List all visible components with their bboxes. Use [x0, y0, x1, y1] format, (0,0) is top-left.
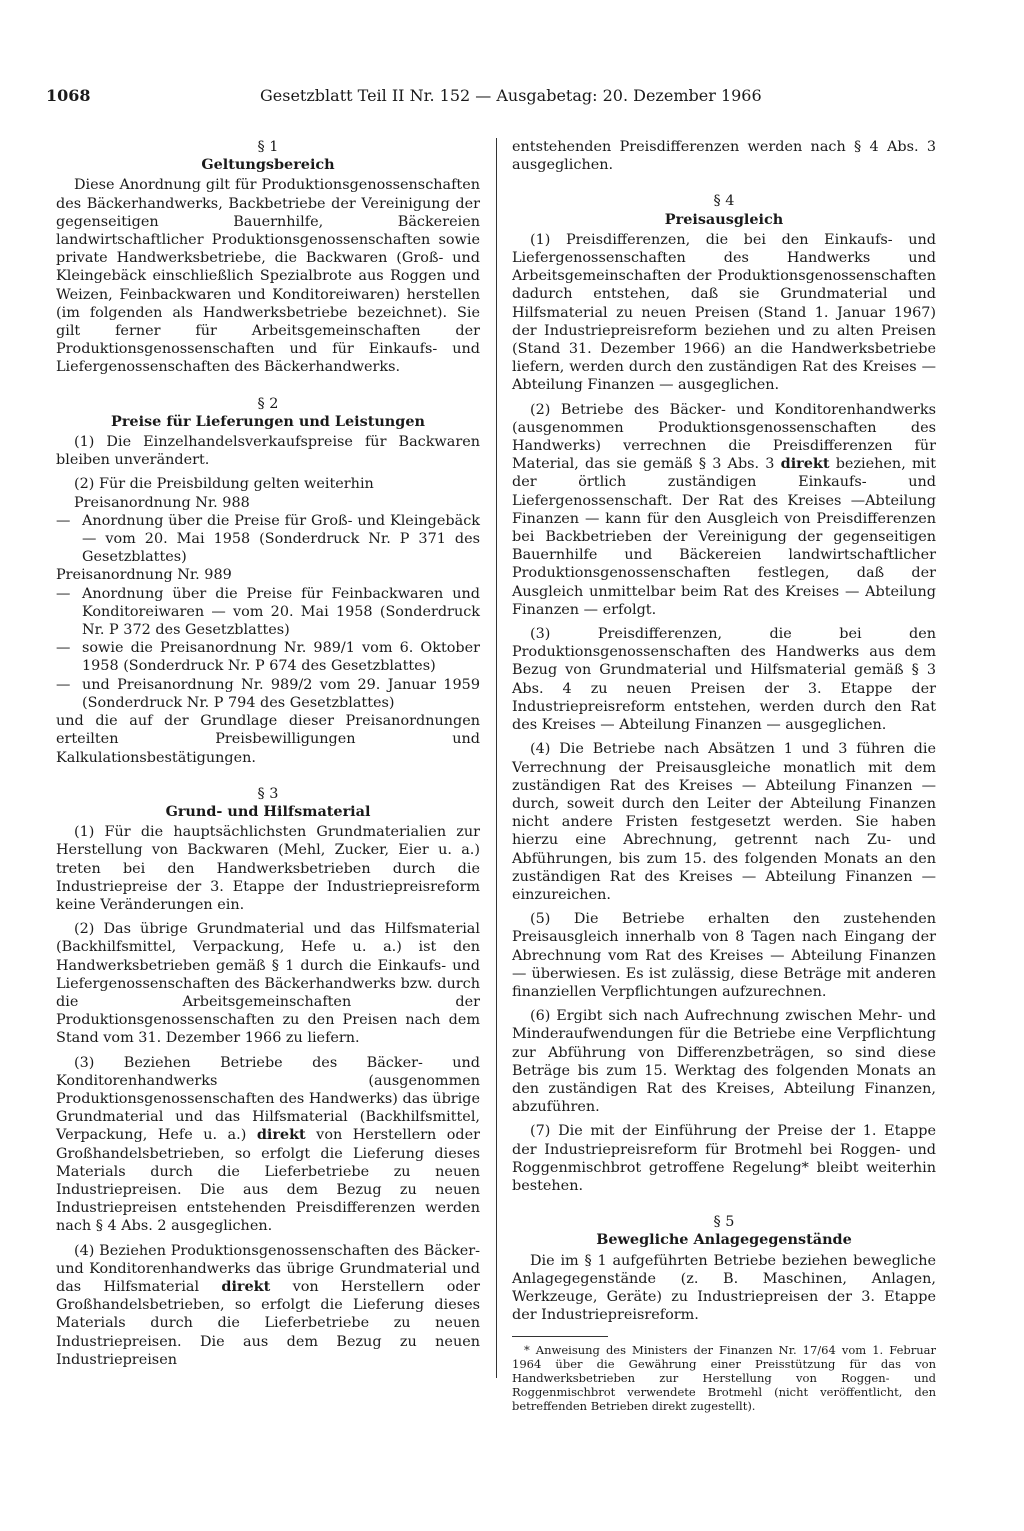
- dash-marker: —: [56, 640, 71, 657]
- section-4-paragraph-1: (1) Preisdifferenzen, die bei den Einkaufs- und Liefergenossenschaften des Handwerks und Arbeitsgemeinschaften der Produktionsgenossenschaften dadurch entstehen, daß sie Grundmaterial und Hilfsmaterial zu neuen Preisen (Stand 1. Januar 1967) der Industriepreisreform beziehen und zu alten Preisen (Stand 31. Dezember 1966) an die Handwerksbetriebe liefern, werden durch den zuständigen Rat des Kreises — Abteilung Finanzen — ausgeglichen.: [512, 231, 936, 394]
- list-item-text: und Preisanordnung Nr. 989/2 vom 29. Januar 1959 (Sonderdruck Nr. P 794 des Gesetzblattes): [82, 676, 480, 711]
- section-3-paragraph-2: (2) Das übrige Grundmaterial und das Hilfsmaterial (Backhilfsmittel, Verpackung, Hefe u. a.) ist den Handwerksbetrieben gemäß § 1 durch die Einkaufs- und Liefergenossenschaften des Bäckerhandwerks bzw. durch die Arbeitsgemeinschaften der Produktionsgenossenschaften zu den Preisen nach dem Stand vom 31. Dezember 1966 zu liefern.: [56, 921, 480, 1047]
- section-5-text: Die im § 1 aufgeführten Betriebe beziehen bewegliche Anlagegegenstände (z. B. Maschinen, Anlagen, Werkzeuge, Geräte) zu Industriepreisen der 3. Etappe der Industriepreisreform.: [512, 1252, 936, 1324]
- footnote: * Anweisung des Ministers der Finanzen Nr. 17/64 vom 1. Februar 1964 über die Gewährung einer Preisstützung für das von Handwerksbetrieben zur Herstellung von Roggen- und Roggenmischbrot verwendete Brotmehl (nicht veröffentlicht, den betreffenden Betrieben direkt zugestellt).: [512, 1343, 936, 1414]
- section-3-paragraph-3: [56, 1054, 480, 1236]
- list-item: [56, 639, 480, 675]
- section-4-number: § 4: [713, 193, 735, 210]
- section-4-paragraph-4: (4) Die Betriebe nach Absätzen 1 und 3 führen die Verrechnung der Preisausgleiche monatlich mit dem zuständigen Rat des Kreises — Abteilung Finanzen — durch, soweit durch den Leiter der Abteilung Finanzen nicht andere Fristen festgesetzt werden. Sie haben hierzu eine Abrechnung, getrennt nach Zu- und Abführungen, bis zum 15. des folgenden Monats an den zuständigen Rat des Kreises — Abteilung Finanzen — einzureichen.: [512, 741, 936, 903]
- section-3: [56, 785, 480, 1369]
- left-column: [56, 138, 480, 1369]
- section-4-paragraph-6: (6) Ergibt sich nach Aufrechnung zwischen Mehr- und Minderaufwendungen für die Betriebe eine Verpflichtung zur Abführung von Differenzbeträgen, so sind diese Beträge bis zum 15. Werktag des folgenden Monats an den zuständigen Rat des Kreises, Abteilung Finanzen, abzuführen.: [512, 1008, 936, 1116]
- preisanordnung-988-label: Preisanordnung Nr. 988: [74, 494, 250, 511]
- section-1-number: § 1: [257, 139, 279, 155]
- section-4-paragraph-7: (7) Die mit der Einführung der Preise der 1. Etappe der Industriepreisreform für Brotmehl bei Roggen- und Roggenmischbrot getroffene Regelung* bleibt weiterhin bestehen.: [512, 1123, 936, 1194]
- right-column: [512, 138, 936, 1413]
- dash-marker: —: [56, 676, 71, 693]
- section-2-paragraph-2: (2) Für die Preisbildung gelten weiterhin: [74, 476, 374, 493]
- emphasis-direkt: direkt: [256, 1126, 306, 1144]
- section-4-paragraph-5: (5) Die Betriebe erhalten den zustehenden Preisausgleich innerhalb von 8 Tagen nach Eingang der Abrechnung vom Rat des Kreises — Abteilung Finanzen — überwiesen. Es ist zulässig, diese Beträge mit anderen finanziellen Verpflichtungen aufzurechnen.: [512, 911, 936, 1000]
- section-3-paragraph-4: [56, 1242, 480, 1369]
- section-5-number: § 5: [713, 1214, 735, 1231]
- column-divider: [496, 138, 497, 1378]
- section-4-paragraph-2: [512, 401, 936, 619]
- list-item: [56, 512, 480, 567]
- section-1-text: Diese Anordnung gilt für Produktionsgenossenschaften des Bäckerhandwerks, Backbetriebe der Vereinigung der gegenseitigen Bauernhilfe, Bäckereien landwirtschaftlicher Produktionsgenossenschaften sowie private Handwerksbetriebe, die Backwaren (Groß- und Kleingebäck einschließlich Spezialbrote aus Roggen und Weizen, Feinbackwaren und Konditoreiwaren) herstellen (im folgenden als Handwerksbetriebe bezeichnet). Sie gilt ferner für Arbeitsgemeinschaften der Produktionsgenossenschaften und für Einkaufs- und Liefergenossenschaften des Bäckerhandwerks.: [56, 177, 480, 376]
- section-5: [512, 1213, 936, 1324]
- text-run: von Herstellern oder Großhandelsbetrieben, so erfolgt die Lieferung dieses Materials durch die Lieferbetriebe zu neuen Industriepreisen. Die aus dem Bezug zu neuen Industriepreisen: [56, 1278, 480, 1368]
- text-run: (3) Beziehen Betriebe des Bäcker- und Konditorenhandwerks (ausgenommen Produktionsgenossenschaften des Handwerks) das übrige Grundmaterial und das Hilfsmaterial (Backhilfsmittel, Verpackung, Hefe u. a.): [56, 1054, 480, 1144]
- section-4: [512, 192, 936, 1195]
- emphasis-direkt: direkt: [221, 1277, 271, 1295]
- running-title: Gesetzblatt Teil II Nr. 152 — Ausgabetag: 20. Dezember 1966: [260, 86, 762, 105]
- list-item: [56, 676, 480, 712]
- list-item-text: Anordnung über die Preise für Groß- und Kleingebäck — vom 20. Mai 1958 (Sonderdruck Nr. P 371 des Gesetzblattes): [82, 512, 480, 566]
- list-item: [56, 585, 480, 640]
- section-3-number: § 3: [257, 785, 279, 802]
- section-5-title: Bewegliche Anlagegegenstände: [596, 1231, 852, 1249]
- section-2-paragraph-1: (1) Die Einzelhandelsverkaufspreise für Backwaren bleiben unverändert.: [56, 434, 480, 469]
- section-3-title: Grund- und Hilfsmaterial: [165, 802, 371, 820]
- page-number: 1068: [46, 86, 91, 105]
- preisanordnung-989-label: Preisanordnung Nr. 989: [56, 567, 232, 584]
- section-1-title: Geltungsbereich: [201, 156, 335, 174]
- continuation-text: entstehenden Preisdifferenzen werden nach § 4 Abs. 3 ausgeglichen.: [512, 139, 936, 174]
- dash-marker: —: [56, 585, 71, 602]
- page-header: [46, 86, 806, 110]
- section-2: [56, 395, 480, 767]
- text-run: (4) Beziehen Produktionsgenossenschaften des Bäcker- und Konditorenhandwerks das übrige Grundmaterial und das Hilfsmaterial: [56, 1242, 480, 1295]
- list-item-text: Anordnung über die Preise für Feinbackwaren und Konditoreiwaren — vom 20. Mai 1958 (Sonderdruck Nr. P 372 des Gesetzblattes): [82, 585, 480, 639]
- footnote-rule: [512, 1336, 608, 1337]
- emphasis-direkt: direkt: [780, 455, 830, 473]
- section-2-number: § 2: [257, 395, 279, 412]
- section-1: [56, 138, 480, 377]
- list-item-text: sowie die Preisanordnung Nr. 989/1 vom 6. Oktober 1958 (Sonderdruck Nr. P 674 des Gesetzblattes): [82, 640, 480, 675]
- section-4-title: Preisausgleich: [664, 210, 784, 228]
- text-run: (2) Betriebe des Bäcker- und Konditorenhandwerks (ausgenommen Produktionsgenossenschaften des Handwerks) verrechnen die Preisdifferenzen für Material, das sie gemäß § 3 Abs. 3: [512, 401, 936, 473]
- section-3-paragraph-1: (1) Für die hauptsächlichsten Grundmaterialien zur Herstellung von Backwaren (Mehl, Zucker, Eier u. a.) treten bei den Handwerksbetrieben durch die Industriepreise der 3. Etappe der Industriepreisreform keine Veränderungen ein.: [56, 824, 480, 913]
- dash-marker: —: [56, 512, 71, 529]
- section-4-paragraph-3: (3) Preisdifferenzen, die bei den Produktionsgenossenschaften des Handwerks aus dem Bezug von Grundmaterial und Hilfsmaterial gemäß § 3 Abs. 4 zu neuen Preisen der 3. Etappe der Industriepreisreform entstehen, werden durch den Rat des Kreises — Abteilung Finanzen — ausgeglichen.: [512, 626, 936, 734]
- section-2-title: Preise für Lieferungen und Leistungen: [111, 412, 425, 430]
- text-run: beziehen, mit der örtlich zuständigen Einkaufs- und Liefergenossenschaft. Der Rat des Kreises —Abteilung Finanzen — kann für den Ausgleich von Preisdifferenzen bei Backbetrieben der Vereinigung der gegenseitigen Bauernhilfe und Bäckereien landwirtschaftlicher Produktionsgenossenschaften festlegen, daß der Ausgleich unmittelbar beim Rat des Kreises — Abteilung Finanzen — erfolgt.: [512, 456, 936, 618]
- text-run: von Herstellern oder Großhandelsbetrieben, so erfolgt die Lieferung dieses Materials durch die Lieferbetriebe zu neuen Industriepreisen. Die aus dem Bezug zu neuen Industriepreisen entstehenden Preisdifferenzen werden nach § 4 Abs. 2 ausgeglichen.: [56, 1127, 480, 1235]
- section-2-closing: und die auf der Grundlage dieser Preisanordnungen erteilten Preisbewilligungen und Kalkulationsbestätigungen.: [56, 713, 480, 766]
